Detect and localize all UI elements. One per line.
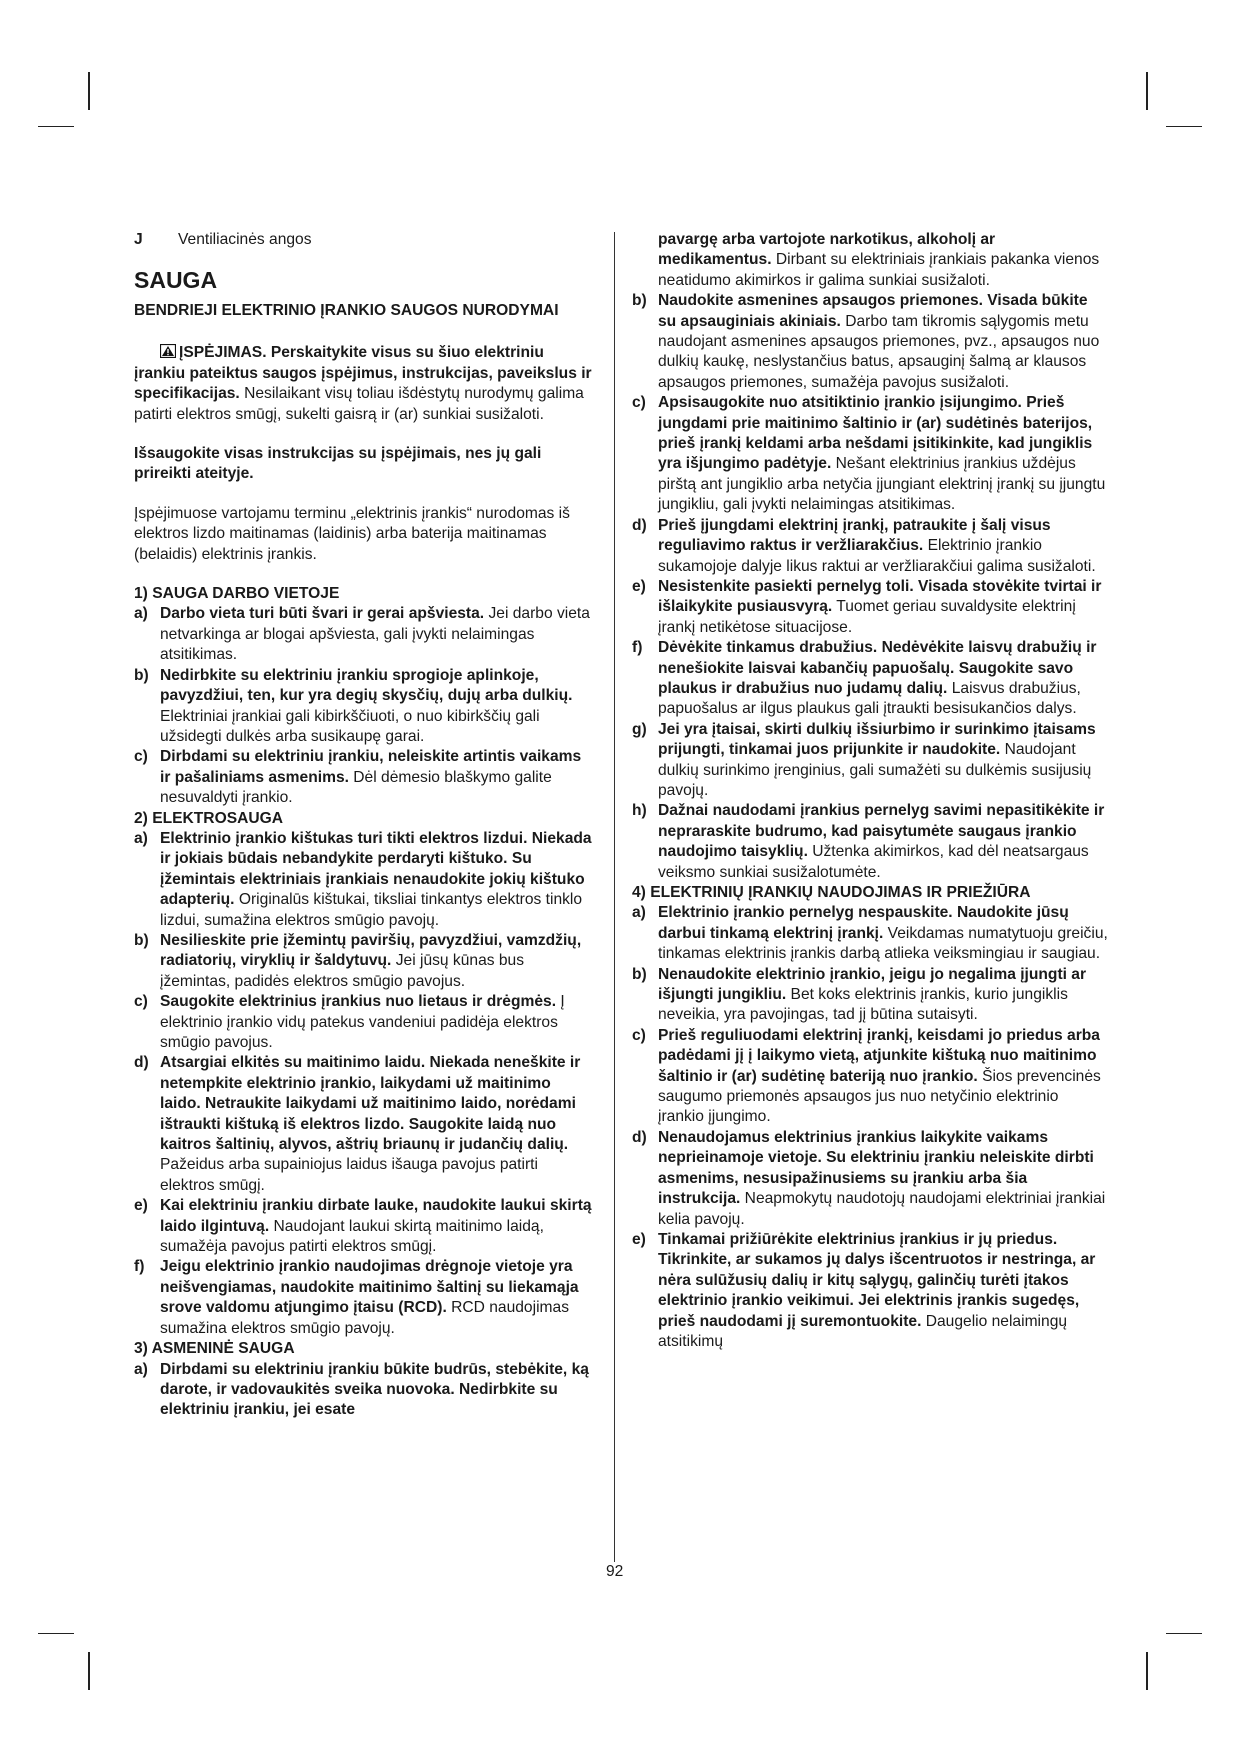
section-heading: 2) ELEKTROSAUGA [134,809,284,827]
item-letter: c) [632,394,646,412]
item-bold-text: Nesilieskite prie įžemintų paviršių, pavyzdžiui, vamzdžių, radiatorių, viryklių ir šaldytuvų. [160,931,582,970]
item-letter: f) [632,639,643,657]
item-bold-text: Jeigu elektrinio įrankio naudojimas drėgnoje vietoje yra neišvengiamas, naudokite maitinimo šaltinį su liekamąja srove valdomu atjungimo įtaisu (RCD). [160,1258,579,1317]
page-number: 92 [606,1563,624,1580]
item-letter: h) [632,802,647,820]
crop-mark [1166,126,1202,127]
list-item [632,1026,1108,1128]
list-item [632,393,1108,515]
item-text: Elektrinio įrankio sukamojoje dalyje likus raktui ar veržliarakčiui galima susižaloti. [658,537,1096,575]
item-text: Dirbant su elektriniais įrankiais pakanka vienos neatidumo akimirkos ir galima sunkiai susižaloti. [658,251,1100,289]
item-text: Dėl dėmesio blaškymo galite nesuvaldyti įrankio. [160,768,552,807]
list-item [632,965,1108,1026]
list-item [134,1053,594,1196]
list-item [134,747,594,808]
item-bold-text: Jei yra įtaisai, skirti dulkių išsiurbimo ir surinkimo įtaisams prijungti, tinkamai juos prijunkite ir naudokite. [658,720,1096,759]
item-letter: d) [134,1054,149,1072]
item-letter: c) [632,1026,646,1044]
item-text: Užtenka akimirkos, kad dėl neatsargaus veiksmo sunkiai susižalotumėte. [658,843,1089,881]
item-bold-text: Prieš įjungdami elektrinį įrankį, patraukite į šalį visus reguliavimo raktus ir veržliarakčius. [658,516,1051,555]
list-item [134,1257,594,1339]
section-heading: 4) ELEKTRINIŲ ĮRANKIŲ NAUDOJIMAS IR PRIEŽIŪRA [632,884,1031,901]
item-text: Šios prevencinės saugumo priemonės apsaugos jus nuo netyčinio elektrinio įrankio įjungimo. [658,1067,1101,1126]
item-text: Bet koks elektrinis įrankis, kurio jungiklis neveikia, yra pavojingas, tad jį būtina sutaisyti. [658,986,1068,1024]
legend-row [134,230,594,250]
legend-text: Ventiliacinės angos [178,231,312,248]
left-column [134,230,594,1421]
item-text: Veikdamas numatytuoju greičiu, tinkamas elektrinis įrankis darbą atlieka veiksmingiau ir saugiau. [658,924,1108,963]
section-heading: 3) ASMENINĖ SAUGA [134,1340,295,1358]
item-text: Neapmokytų naudotojų naudojami elektriniai įrankiai kelia pavojų. [658,1190,1106,1228]
item-letter: b) [632,965,647,983]
item-bold-text: Apsisaugokite nuo atsitiktinio įrankio įsijungimo. Prieš jungdami prie maitinimo šaltinio ir (ar) sudėtinės baterijos, prieš įrankį keldami arba nešdami įsitikinkite, kad jungiklis yra išjungimo padėtyje. [658,394,1093,473]
item-bold-text: Tinkamai prižiūrėkite elektrinius įrankius ir jų priedus. Tikrinkite, ar sukamos jų dalys išcentruotos ir nestringa, ar nėra sulūžusių dalių ir kitų sąlygų, galinčių turėti įtakos elektrinio įrankio veikimui. Jei elektrinis įrankis sugedęs, prieš naudodami jį suremontuokite. [658,1230,1096,1330]
item-bold-text: Nenaudojamus elektrinius įrankius laikykite vaikams neprieinamoje vietoje. Su elektriniu įrankiu neleiskite dirbti asmenims, nesusipažinusiems su įrankiu arba šia instrukcija. [658,1128,1094,1208]
item-bold-text: Nesistenkite pasiekti pernelyg toli. Visada stovėkite tvirtai ir išlaikykite pusiausvyrą. [658,577,1102,616]
item-letter: b) [134,666,149,684]
list-item [632,903,1108,964]
section-subtitle: BENDRIEJI ELEKTRINIO ĮRANKIO SAUGOS NURODYMAI [134,302,559,320]
list-item [632,1230,1108,1352]
list-item [632,720,1108,802]
crop-mark [38,1633,74,1634]
item-letter: c) [134,993,148,1011]
item-bold-text: Dirbdami su elektriniu įrankiu, neleiskite artintis vaikams ir pašaliniams asmenims. [160,748,582,786]
item-text: Daugelio nelaimingų atsitikimų [658,1312,1068,1350]
section-heading: 1) SAUGA DARBO VIETOJE [134,585,340,603]
column-divider [614,232,615,1562]
list-item [134,992,594,1053]
item-bold-text: Nenaudokite elektrinio įrankio, jeigu jo negalima įjungti ar išjungti jungikliu. [658,965,1087,1004]
item-text: Originalūs kištukai, tiksliai tinkantys elektros tinklo lizdui, sumažina elektros smūgio pavojų. [160,891,583,929]
left-instruction-list [134,584,594,1421]
crop-mark [1146,1652,1148,1690]
item-bold-text: Dažnai naudodami įrankius pernelyg savimi nepasitikėkite ir nepraraskite budrumo, kad paisytumėte saugaus įrankio naudojimo taisyklių. [658,802,1105,861]
item-letter: b) [134,931,149,949]
item-text: Laisvus drabužius, papuošalus ar ilgus plaukus gali įtraukti besisukančios dalys. [658,679,1081,718]
item-bold-text: Atsargiai elkitės su maitinimo laidu. Niekada neneškite ir netempkite elektrinio įrankio, laikydami už maitinimo laido. Netraukite laikydami už maitinimo laido, norėdami ištraukti kištuką iš elektros lizdo. Saugokite laidą nuo kaitros šaltinių, alyvos, aštrių briaunų ir judančių dalių. [160,1054,581,1154]
list-item [632,801,1108,883]
page-title: SAUGA [134,267,218,294]
item-text: Darbo tam tikromis sąlygomis metu naudojant asmenines apsaugos priemones, pvz., apsaugos nuo dulkių kaukę, neslystančius batus, apsauginį šalmą ar klausos apsaugos priemones, sumažėja pavojus susižaloti. [658,312,1100,391]
item-text: Naudojant laukui skirtą maitinimo laidą, sumažėja pavojus patirti elektros smūgį. [160,1217,544,1256]
right-instruction-list [632,230,1108,1352]
item-text: RCD naudojimas sumažina elektros smūgio pavojų. [160,1299,569,1337]
item-bold-text: Kai elektriniu įrankiu dirbate lauke, naudokite laukui skirtą laido ilgintuvą. [160,1197,592,1235]
warning-bold: ĮSPĖJIMAS. Perskaitykite visus su šiuo elektriniu įrankiu pateiktus saugos įspėjimus, instrukcijas, paveikslus ir specifikacijas. [134,344,592,403]
crop-mark [88,72,90,110]
item-letter: a) [632,904,646,922]
list-item [632,516,1108,577]
crop-mark [1166,1633,1202,1634]
item-bold-text: Naudokite asmenines apsaugos priemones. Visada būkite su apsauginiais akiniais. [658,292,1088,330]
item-text: Į elektrinio įrankio vidų patekus vandeniui padidėja elektros smūgio pavojus. [160,993,565,1051]
item-text: Jei jūsų kūnas bus įžemintas, padidės elektros smūgio pavojus. [160,952,525,990]
list-item [134,1360,594,1421]
item-text: Pažeidus arba supainiojus laidus išauga pavojus patirti elektros smūgį. [160,1156,538,1194]
item-bold-text: Prieš reguliuodami elektrinį įrankį, keisdami jo priedus arba padėdami jį į laikymo vietą, atjunkite kištuką nuo maitinimo šaltinio ir (ar) sudėtinę bateriją nuo įrankio. [658,1026,1100,1085]
list-item-continued [632,230,1108,291]
right-column [632,230,1108,1352]
list-item [632,1128,1108,1230]
item-letter: a) [134,1360,148,1378]
item-bold-text: Elektrinio įrankio pernelyg nespauskite. Naudokite jūsų darbui tinkamą elektrinį įrankį. [658,904,1069,942]
list-item [134,931,594,992]
item-letter: d) [632,1128,647,1146]
item-text: Nešant elektrinius įrankius uždėjus pirštą ant jungiklio arba netyčia įjungiant elektrinį įrankį su įjungtu jungikliu, gali įvykti nelaimingas atsitikimas. [658,455,1106,514]
crop-mark [38,126,74,127]
warning-paragraph [134,343,594,425]
item-letter: e) [632,577,646,595]
item-text: Jei darbo vieta netvarkinga ar blogai apšviesta, gali įvykti nelaimingas atsitikimas. [160,605,590,664]
list-item [134,666,594,748]
item-bold-text: Nedirbkite su elektriniu įrankiu sprogioje aplinkoje, pavyzdžiui, ten, kur yra degių skysčių, dujų arba dulkių. [160,666,573,705]
warning-triangle-icon [160,344,176,358]
item-bold-text: Saugokite elektrinius įrankius nuo lietaus ir drėgmės. [160,993,557,1011]
crop-mark [1146,72,1148,110]
save-instructions-note: Išsaugokite visas instrukcijas su įspėjimais, nes jų gali prireikti ateityje. [134,445,542,483]
item-text: Elektriniai įrankiai gali kibirkščiuoti, o nuo kibirkščių gali užsidegti dulkės arba susikaupę garai. [160,707,540,745]
item-letter: c) [134,748,148,766]
item-bold-text: Dėvėkite tinkamus drabužius. Nedėvėkite laisvų drabužių ir nenešiokite laisvai kabančių papuošalų. Saugokite savo plaukus ir drabužius nuo judamų dalių. [658,639,1097,697]
list-item [134,1196,594,1257]
list-item [632,291,1108,393]
item-letter: a) [134,605,148,623]
item-letter: b) [632,292,647,310]
item-letter: e) [632,1230,646,1248]
legend-letter: J [134,231,143,248]
item-letter: e) [134,1197,148,1215]
term-definition: Įspėjimuose vartojamu terminu „elektrinis įrankis“ nurodomas iš elektros lizdo maitinamas (laidinis) arba baterija maitinamas (belaidis) elektrinis įrankis. [134,504,570,563]
item-text: Naudojant dulkių surinkimo įrenginius, gali sumažėti su dulkėmis susijusių pavojų. [658,741,1092,799]
list-item [632,638,1108,720]
list-item [134,829,594,931]
warning-indent [134,344,160,361]
item-bold-text: Darbo vieta turi būti švari ir gerai apšviesta. [160,605,485,623]
item-bold-text: Elektrinio įrankio kištukas turi tikti elektros lizdui. Niekada ir jokiais būdais nebandykite perdaryti kištuko. Su įžemintais elektriniais įrankiais nenaudokite jokių kištuko adapterių. [160,829,592,909]
item-letter: a) [134,829,148,847]
list-item [632,577,1108,638]
list-item [134,604,594,665]
item-bold-text: Dirbdami su elektriniu įrankiu būkite budrūs, stebėkite, ką darote, ir vadovaukitės sveika nuovoka. Nedirbkite su elektriniu įrankiu, jei esate [160,1360,589,1419]
crop-mark [88,1652,90,1690]
item-letter: g) [632,720,647,738]
item-bold-text: pavargę arba vartojote narkotikus, alkoholį ar medikamentus. [658,231,996,269]
item-text: Tuomet geriau suvaldysite elektrinį įrankį netikėtose situacijose. [658,598,1076,636]
item-letter: d) [632,516,647,534]
warning-text: Nesilaikant visų toliau išdėstytų nurodymų galima patirti elektros smūgį, sukelti gaisrą ir (ar) sunkiai susižaloti. [134,385,584,423]
item-letter: f) [134,1258,145,1276]
